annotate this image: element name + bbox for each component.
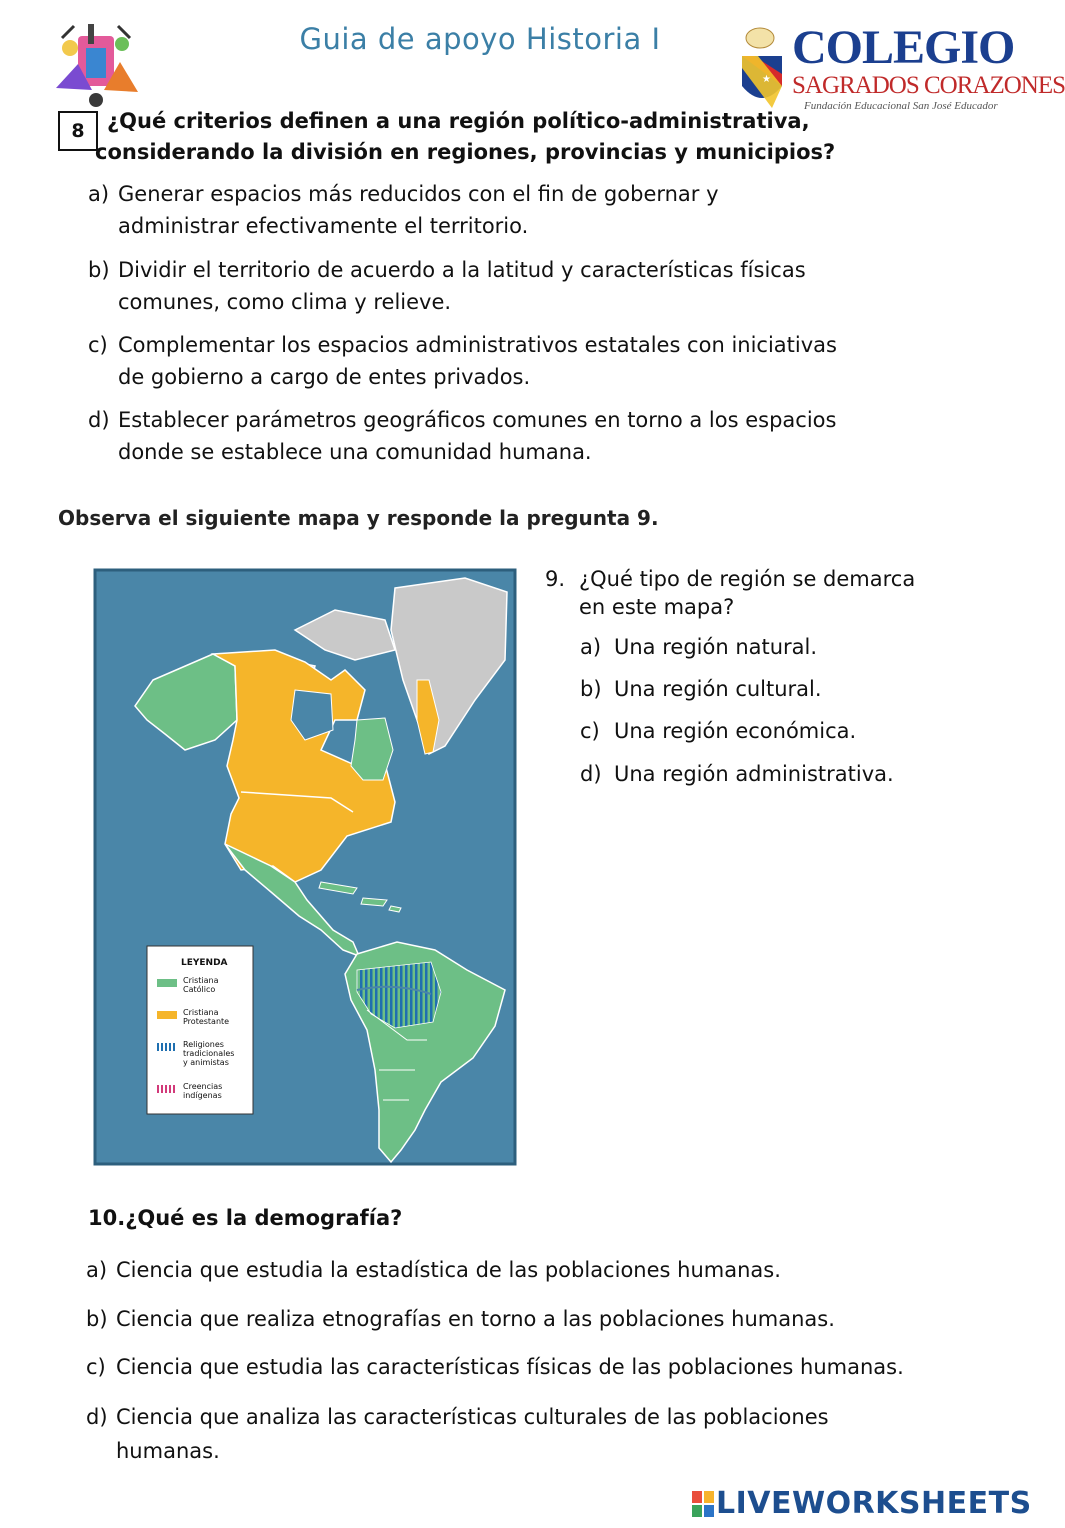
option-text: Una región cultural.	[614, 677, 822, 701]
legend-label: Religiones	[183, 1040, 224, 1049]
map-drawing	[95, 570, 515, 1164]
option-letter: c)	[88, 333, 108, 357]
religion-map	[95, 570, 515, 1164]
logo-line-1: COLEGIO	[792, 21, 1015, 74]
q10-option-c[interactable]	[86, 1350, 966, 1384]
option-letter: d)	[88, 408, 110, 432]
question-8-line-1: ¿Qué criterios definen a una región político-administrativa,	[107, 109, 810, 133]
option-line: Generar espacios más reducidos con el fin de gobernar y	[118, 182, 719, 206]
option-text: Ciencia que estudia la estadística de las poblaciones humanas.	[116, 1258, 781, 1282]
q10-option-d[interactable]	[86, 1400, 966, 1468]
option-letter: b)	[580, 677, 602, 701]
legend-swatch	[157, 1043, 177, 1051]
q10-option-a[interactable]	[86, 1253, 966, 1287]
option-text: Ciencia que estudia las características físicas de las poblaciones humanas.	[116, 1355, 904, 1379]
legend-title: LEYENDA	[181, 958, 228, 968]
liveworksheets-brand[interactable]	[692, 1486, 1032, 1521]
option-text: Una región económica.	[614, 719, 857, 743]
option-line: Dividir el territorio de acuerdo a la latitud y características físicas	[118, 258, 806, 282]
option-line: administrar efectivamente el territorio.	[118, 214, 529, 238]
option-letter: b)	[88, 258, 110, 282]
legend-swatch	[157, 979, 177, 987]
option-letter: c)	[580, 719, 600, 743]
q10-option-b[interactable]	[86, 1302, 966, 1336]
liveworksheets-logo-icon	[692, 1491, 714, 1517]
option-text: Una región natural.	[614, 635, 818, 659]
brand-text: LIVEWORKSHEETS	[716, 1486, 1032, 1521]
legend-label: Creencias	[183, 1082, 223, 1091]
option-letter: a)	[580, 635, 602, 659]
question-9-line-1: ¿Qué tipo de región se demarca	[579, 567, 916, 591]
q9-option-b[interactable]	[580, 677, 822, 701]
question-9-line-2: en este mapa?	[579, 595, 735, 619]
option-text: Una región administrativa.	[614, 762, 894, 786]
legend-label: indígenas	[183, 1091, 222, 1100]
legend-item-catholic	[157, 976, 219, 994]
option-line: donde se establece una comunidad humana.	[118, 440, 592, 464]
legend-label: Católico	[183, 985, 216, 994]
legend-label: tradicionales	[183, 1049, 235, 1058]
page-title: Guia de apoyo Historia I	[299, 22, 661, 56]
question-8-line-2: considerando la división en regiones, provincias y municipios?	[95, 140, 836, 164]
logo-line-3: Fundación Educacional San José Educador	[804, 100, 998, 112]
option-letter: c)	[86, 1355, 106, 1379]
q8-option-d[interactable]	[88, 404, 878, 468]
map-instruction: Observa el siguiente mapa y responde la pregunta 9.	[58, 506, 659, 530]
question-number-box: 8	[58, 111, 98, 151]
option-letter: d)	[580, 762, 602, 786]
legend-item-protestant	[157, 1008, 229, 1026]
legend-item-traditional	[157, 1040, 234, 1067]
question-10: 10.¿Qué es la demografía?	[88, 1206, 403, 1230]
option-letter: d)	[86, 1405, 108, 1429]
q9-option-c[interactable]	[580, 719, 856, 743]
logo-line-2: SAGRADOS CORAZONES	[792, 72, 1065, 99]
option-letter: a)	[86, 1258, 108, 1282]
option-letter: a)	[88, 182, 110, 206]
option-line: humanas.	[116, 1439, 220, 1463]
q8-option-c[interactable]	[88, 329, 878, 393]
option-line: Complementar los espacios administrativos estatales con iniciativas	[118, 333, 837, 357]
question-9-number: 9.	[545, 567, 566, 591]
option-line: Establecer parámetros geográficos comunes en torno a los espacios	[118, 408, 837, 432]
legend-label: y animistas	[183, 1058, 229, 1067]
legend-label: Cristiana	[183, 976, 219, 985]
question-8	[95, 106, 855, 168]
option-line: Ciencia que analiza las características culturales de las poblaciones	[116, 1405, 829, 1429]
option-letter: b)	[86, 1307, 108, 1331]
q9-option-a[interactable]	[580, 635, 817, 659]
legend-swatch	[157, 1085, 177, 1093]
legend-swatch	[157, 1011, 177, 1019]
q8-option-b[interactable]	[88, 254, 878, 318]
legend-label: Cristiana	[183, 1008, 219, 1017]
legend-item-indigenous	[157, 1082, 222, 1100]
option-line: de gobierno a cargo de entes privados.	[118, 365, 531, 389]
q9-option-d[interactable]	[580, 762, 894, 786]
school-crest-icon	[728, 24, 794, 112]
svg-text:★: ★	[762, 74, 771, 85]
question-9	[545, 565, 945, 621]
q8-option-a[interactable]	[88, 178, 878, 242]
legend-label: Protestante	[183, 1017, 230, 1026]
option-line: comunes, como clima y relieve.	[118, 290, 452, 314]
option-text: Ciencia que realiza etnografías en torno a las poblaciones humanas.	[116, 1307, 835, 1331]
